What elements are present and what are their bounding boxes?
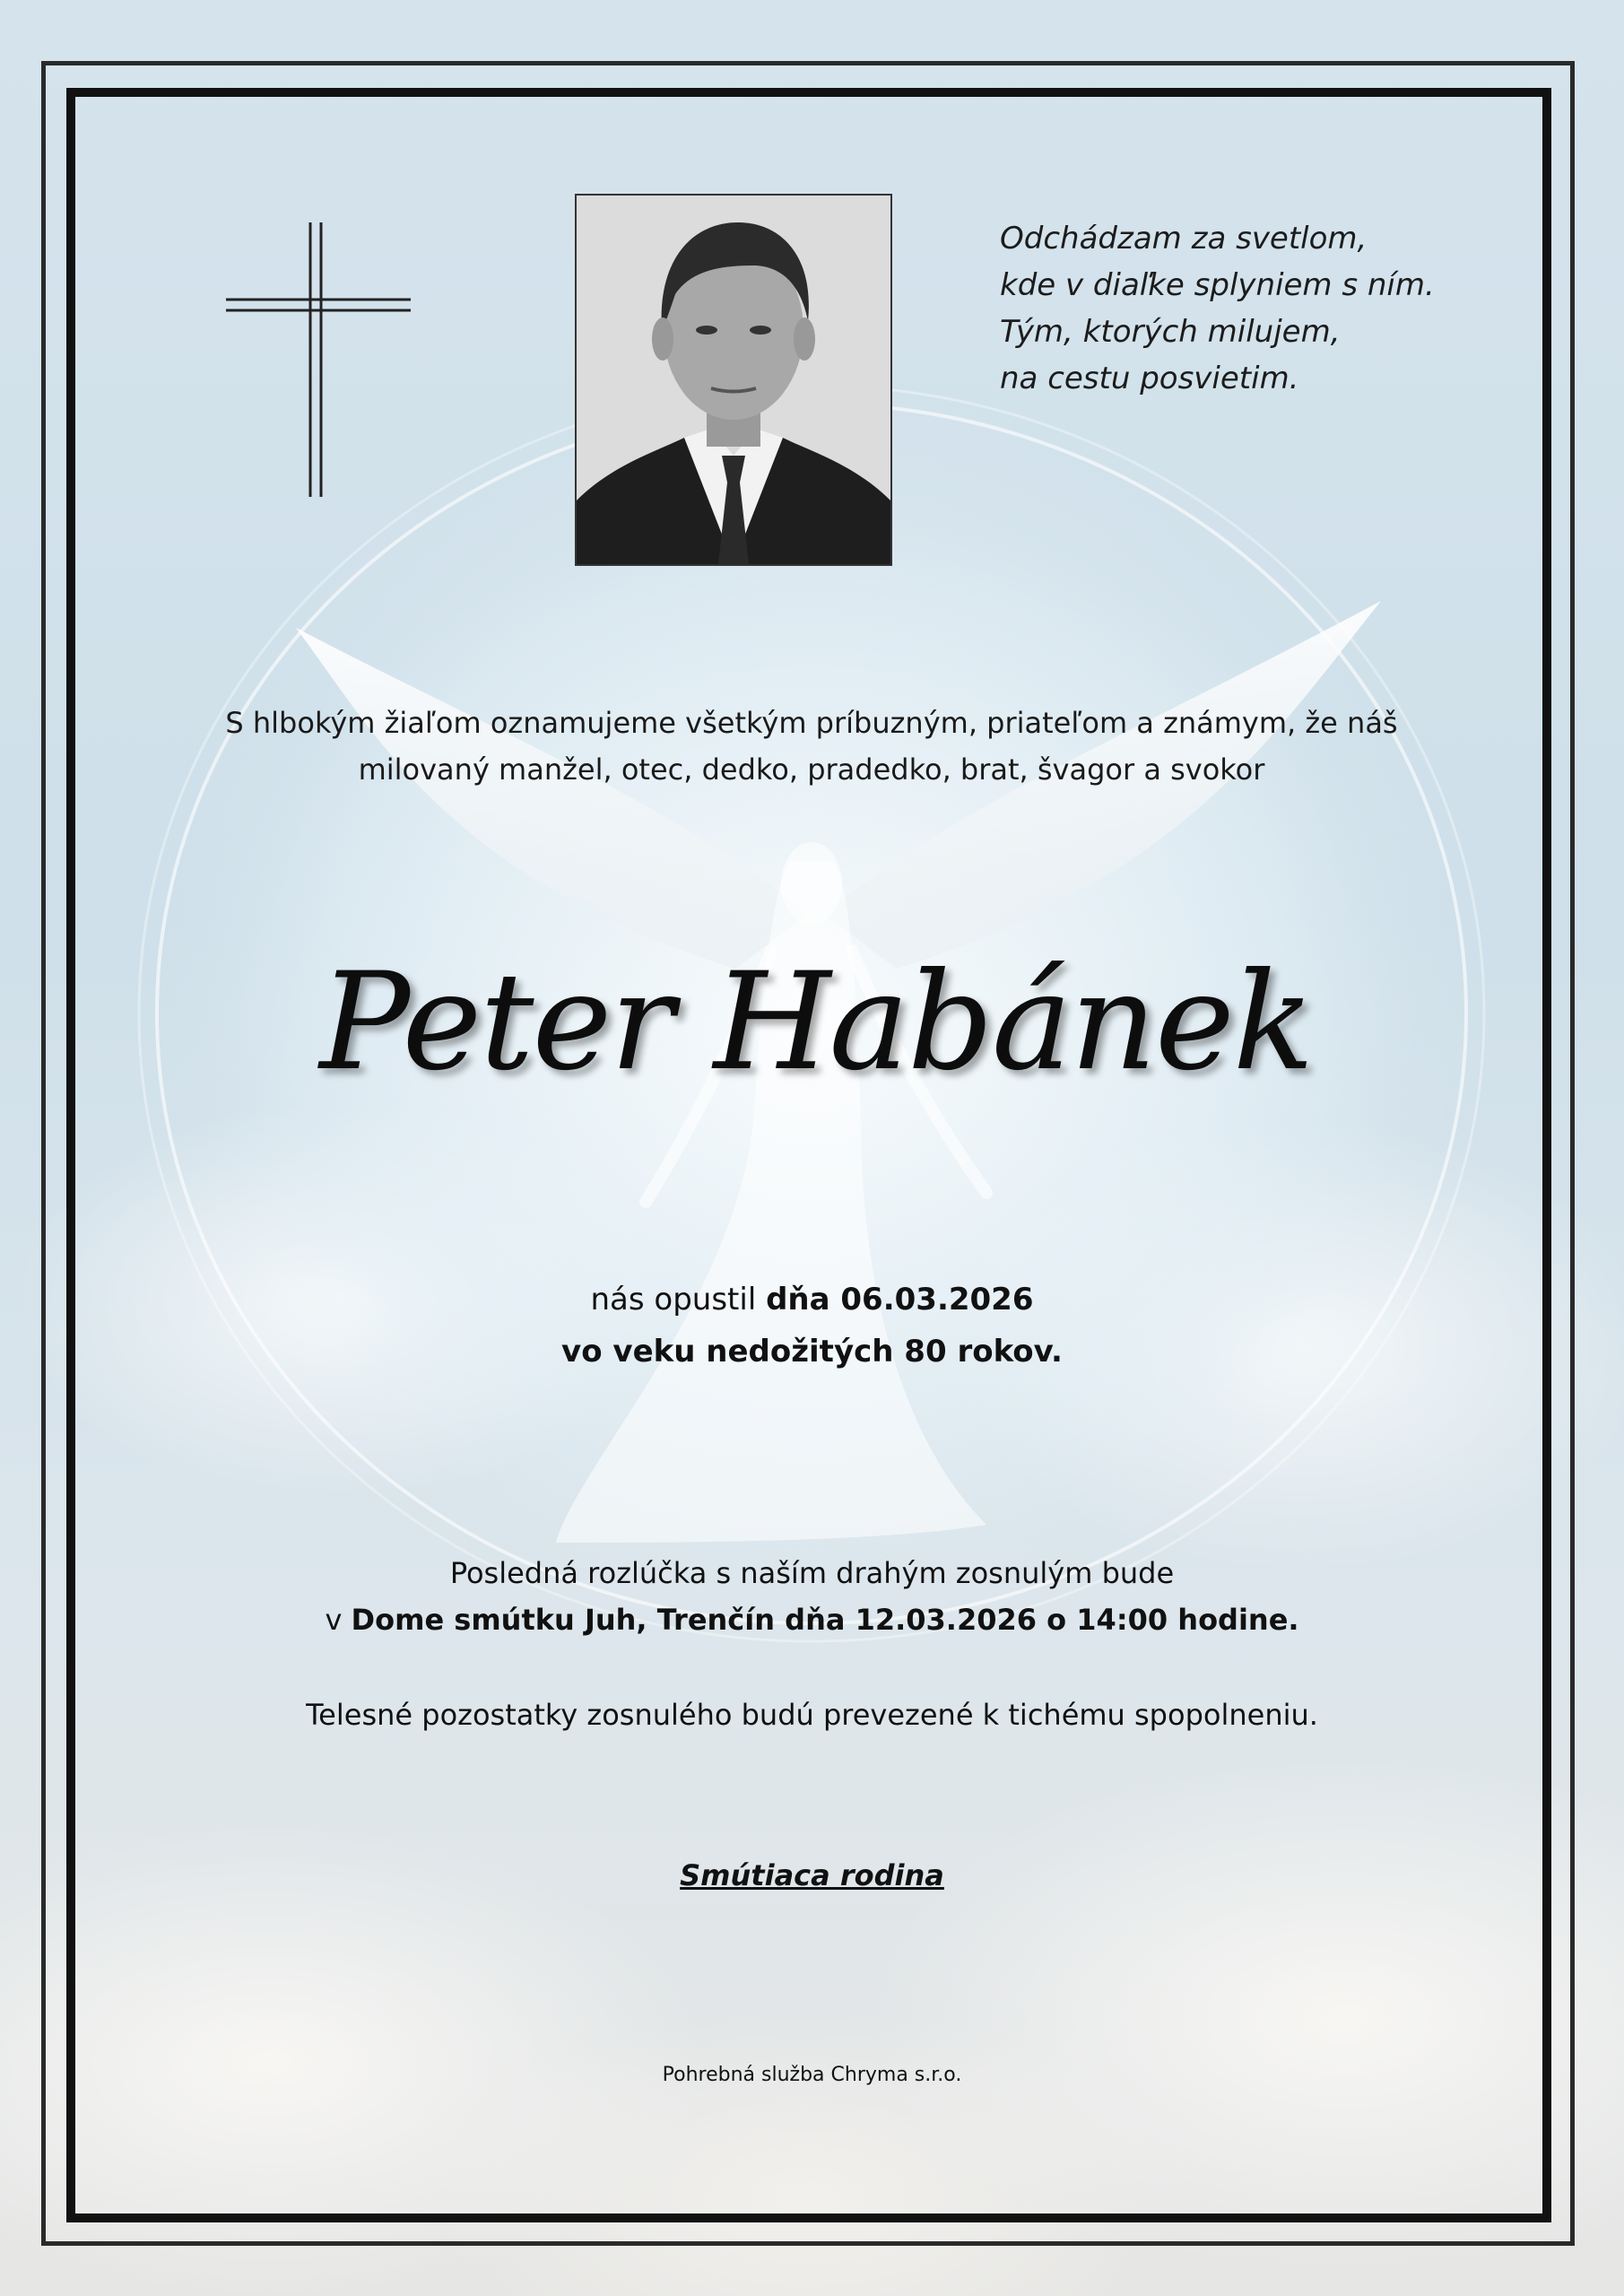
portrait-photo xyxy=(575,194,892,566)
passing-age xyxy=(269,1326,1355,1378)
farewell-line-2 xyxy=(179,1596,1445,1643)
intro-line: milovaný manžel, otec, dedko, pradedko, brat, švagor a svokor xyxy=(358,752,1265,787)
verse-line: Odchádzam za svetlom, xyxy=(1000,221,1368,257)
passing-date-line xyxy=(269,1274,1355,1326)
family-signature: Smútiaca rodina xyxy=(680,1858,944,1892)
deceased-name: Peter Habánek xyxy=(319,944,1313,1100)
farewell-prefix: v xyxy=(325,1603,352,1637)
verse-line: kde v diaľke splyniem s ním. xyxy=(1000,267,1435,303)
farewell-details: Dome smútku Juh, Trenčín dňa 12.03.2026 o 14:00 hodine. xyxy=(351,1603,1299,1637)
farewell-line-1: Posledná rozlúčka s naším drahým zosnulým bude xyxy=(449,1556,1175,1590)
remains-note: Telesné pozostatky zosnulého budú prevezené k tichému spopolneniu. xyxy=(306,1698,1318,1732)
passing-age-text: vo veku nedožitých 80 rokov. xyxy=(561,1334,1063,1370)
verse-line: na cestu posvietim. xyxy=(1000,361,1299,396)
passing-prefix: nás opustil xyxy=(590,1282,767,1318)
passing-info xyxy=(269,1274,1355,1378)
verse-line: Tým, ktorých milujem, xyxy=(1000,314,1341,350)
passing-date: dňa 06.03.2026 xyxy=(766,1282,1034,1318)
intro-line: S hlbokým žiaľom oznamujeme všetkým príbuzným, priateľom a známym, že náš xyxy=(225,706,1398,740)
cross-icon xyxy=(224,221,413,499)
farewell-info xyxy=(179,1550,1445,1643)
funeral-service-name: Pohrebná služba Chryma s.r.o. xyxy=(662,2064,962,2086)
memorial-verse xyxy=(1000,215,1466,402)
announcement-intro xyxy=(143,700,1480,793)
